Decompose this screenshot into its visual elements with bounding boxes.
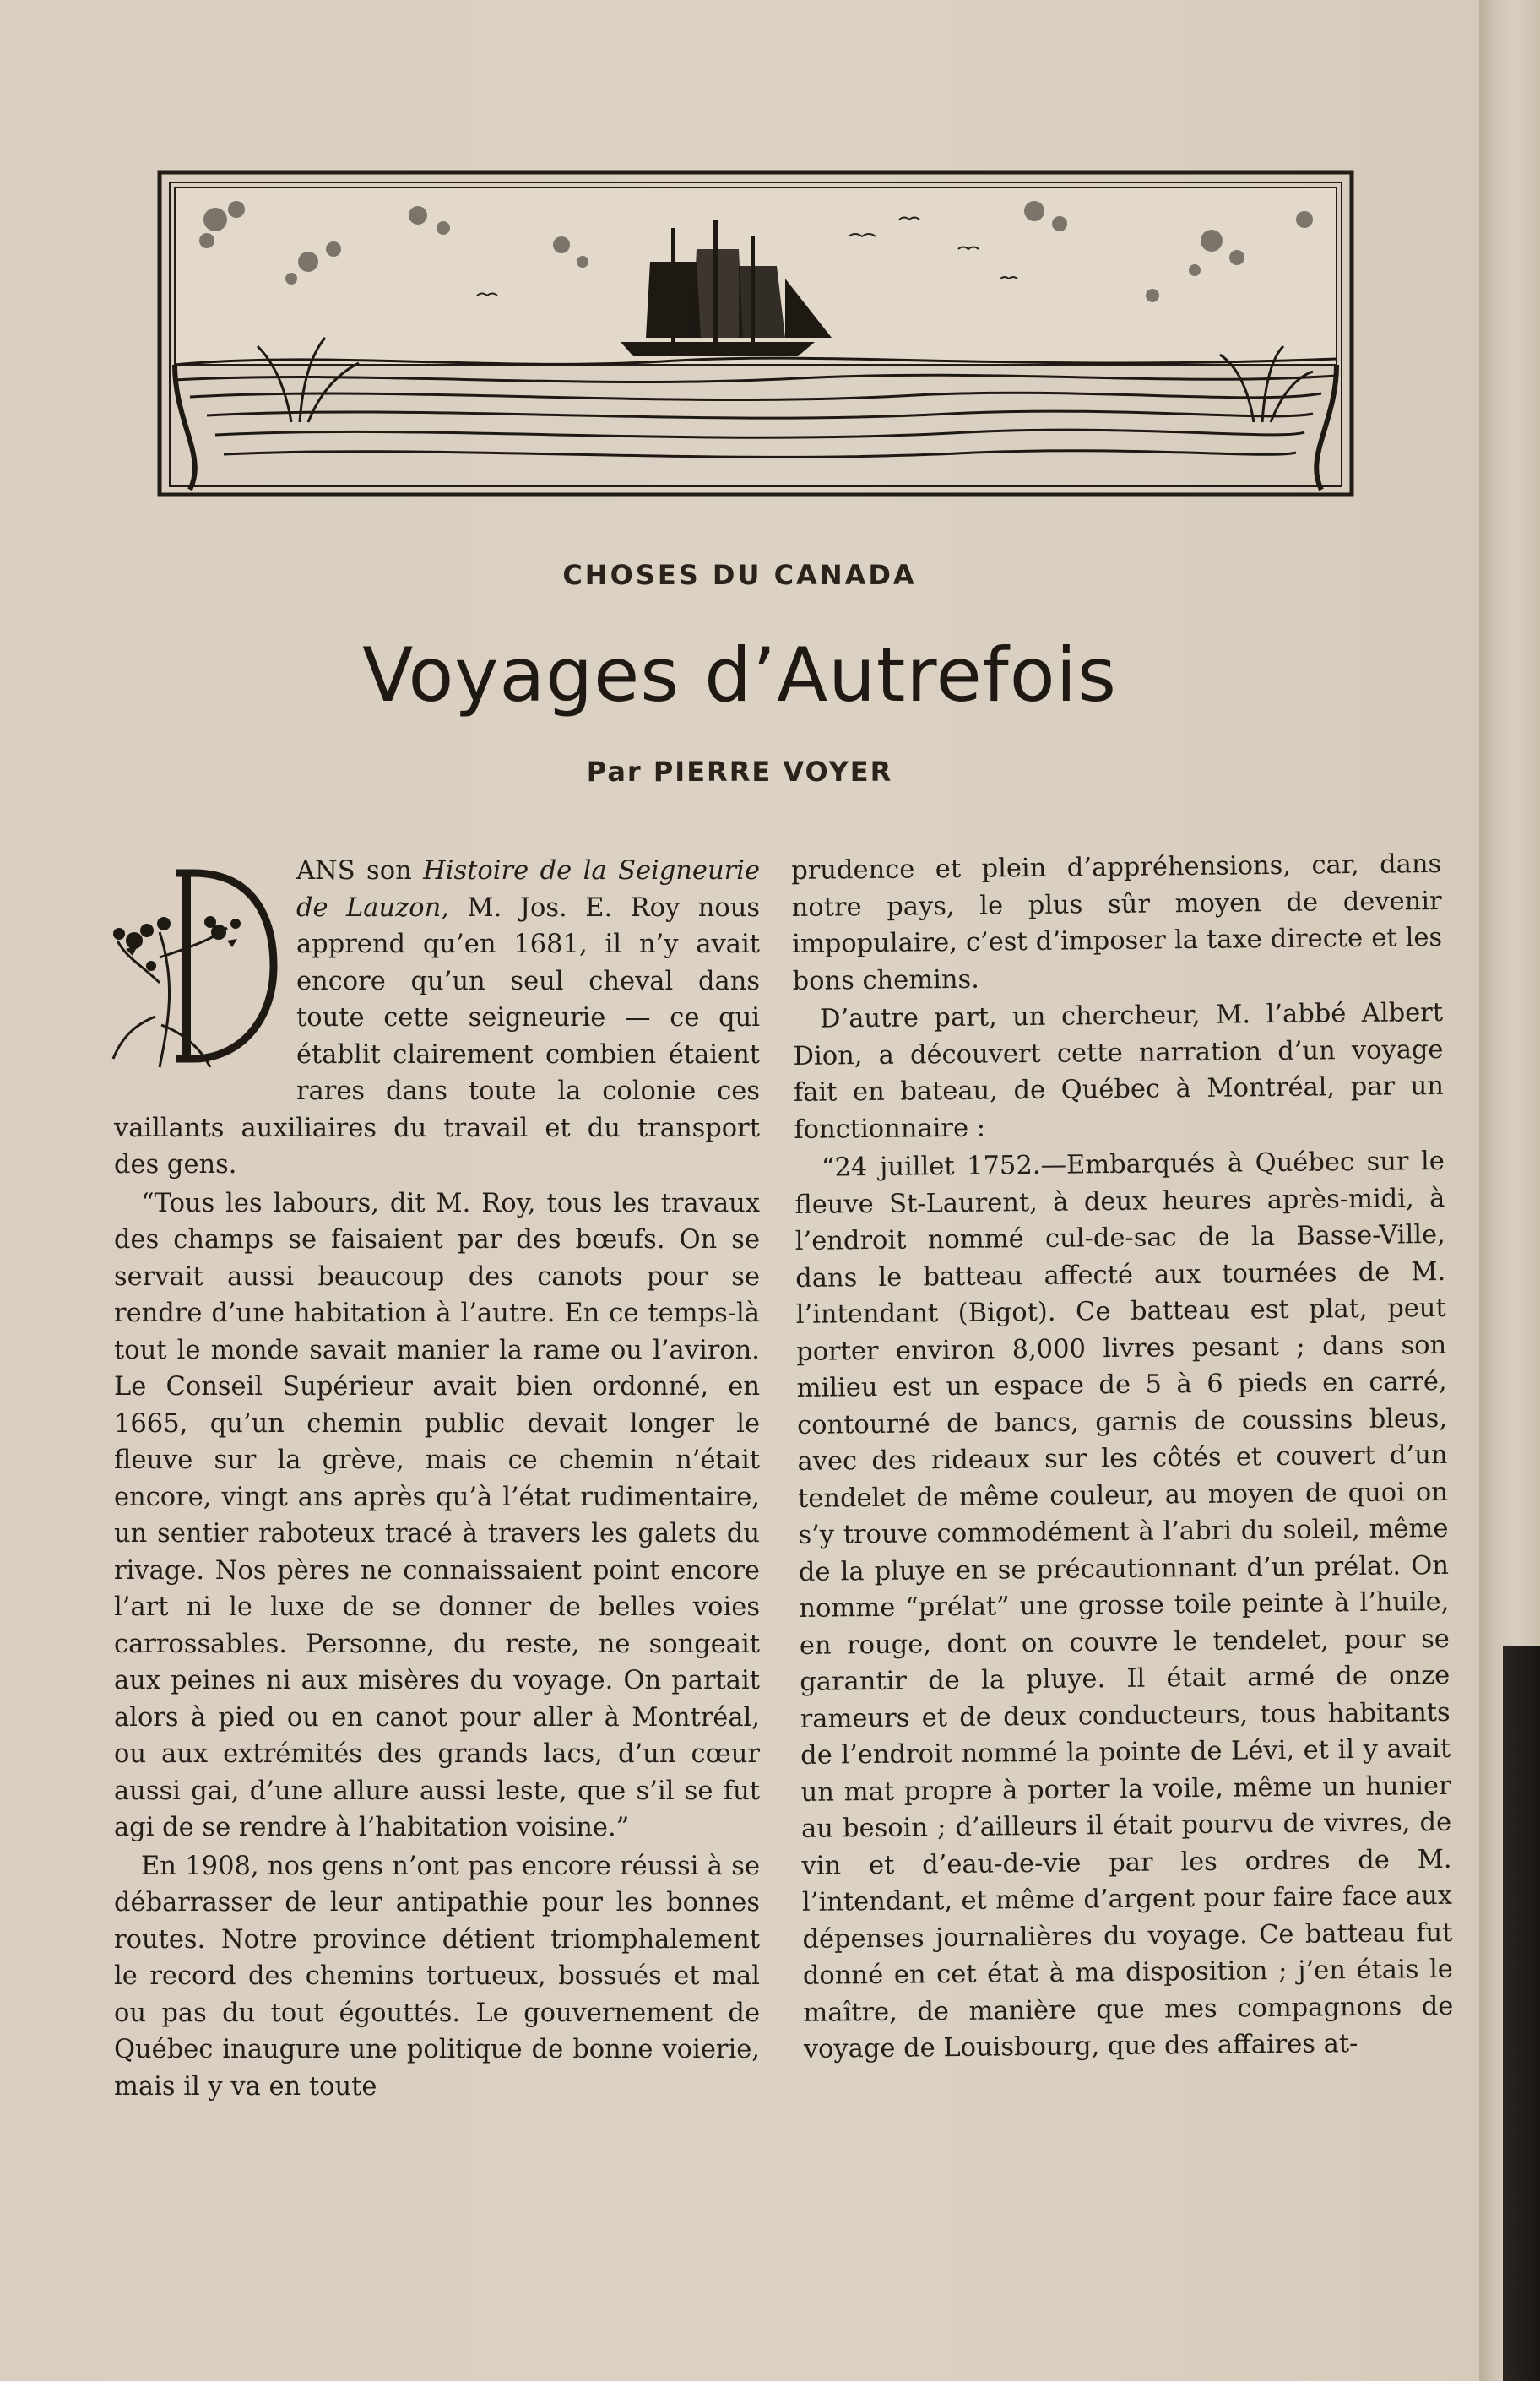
article-byline: Par PIERRE VOYER <box>586 756 893 788</box>
section-kicker: CHOSES DU CANADA <box>562 559 917 591</box>
paragraph-3: En 1908, nos gens n’ont pas encore réussi à se débarrasser de leur antipathie pour les bonnes routes. Notre province détient triomphalement le record des chemins tortueux, bossués et mal ou pas du tout égouttés. Le gouvernement de Québec inaugure une politique de bonne voierie, mais il y va en toute <box>114 1851 760 2102</box>
binding-edge <box>1503 1646 1540 2381</box>
ship-at-sea-illustration <box>156 169 1355 498</box>
left-column <box>114 853 760 2107</box>
paragraph-6: “24 juillet 1752.—Embarqués à Québec sur le fleuve St-Laurent, à deux heures après-midi, à l’endroit nommé cul-de-sac de la Basse-Ville, dans le batteau affecté aux tournées de M. l’intendant (Bigot). Ce batteau est plat, peut porter environ 8,000 livres pesant ; dans son milieu est un espace de 5 à 6 pieds en carré, contourné de bancs, garnis de coussins bleus, avec des rideaux sur les côtés et couvert d’un tendelet de même couleur, au moyen de quoi on s’y trouve commodément à l’abri du soleil, même de la pluye en se précautionnant d’un prélat. On nomme “prélat” une grosse toile peinte à l’huile, en rouge, dont on couvre le tendelet, pour se garantir de la pluye. Il était armé de onze rameurs et de deux conducteurs, tous habitants de l’endroit nommé la pointe de Lévi, et il y avait un mat propre à porter la voile, même un hunier au besoin ; d’ailleurs il était pourvu de vivres, de vin et d’eau-de-vie par les ordres de M. l’intendant, et même d’argent pour faire face aux dépenses journalières du voyage. Ce batteau fut donné en cet état à ma disposition ; j’en étais le maître, de manière que mes compagnons de voyage de Louisbourg, que des affaires at- <box>794 1146 1454 2064</box>
paragraph-2: “Tous les labours, dit M. Roy, tous les travaux des champs se faisaient par des bœufs. On se servait aussi beaucoup des canots pour se rendre d’une habitation à l’autre. En ce temps-là tout le monde savait manier la rame ou l’aviron. Le Conseil Supérieur avait bien ordonné, en 1665, qu’un chemin public devait longer le fleuve sur la grève, mais ce chemin n’était encore, vingt ans après qu’à l’état rudimentaire, un sentier raboteux tracé à travers les galets du rivage. Nos pères ne connaissaient point encore l’art ni le luxe de se donner de belles voies carrossables. Personne, du reste, ne songeait aux peines ni aux misères du voyage. On partait alors à pied ou en canot pour aller à Montréal, ou aux extrémités des grands lacs, d’un cœur aussi gai, d’une allure aussi leste, que s’il se fut agi de se rendre à l’habitation voisine.” <box>114 1188 760 1842</box>
floral-initial-d-icon <box>109 856 278 1080</box>
article-title: Voyages d’Autrefois <box>362 632 1117 719</box>
paragraph-4: prudence et plein d’appréhensions, car, dans notre pays, le plus sûr moyen de devenir impopulaire, c’est d’imposer la taxe directe et les bons chemins. <box>791 849 1443 996</box>
paragraph-1: ANS son Histoire de la Seigneurie de Lauzon, M. Jos. E. Roy nous apprend qu’en 1681, il n’y avait encore qu’un seul cheval dans toute cette seigneurie — ce qui établit clairement combien étaient rares dans toute la colonie ces vaillants auxiliaires du travail et du transport des gens. <box>114 853 760 1184</box>
right-column <box>791 846 1454 2069</box>
paragraph-5: D’autre part, un chercheur, M. l’abbé Albert Dion, a découvert cette narration d’un voyage fait en bateau, de Québec à Montréal, par un fonctionnaire : <box>793 997 1445 1145</box>
